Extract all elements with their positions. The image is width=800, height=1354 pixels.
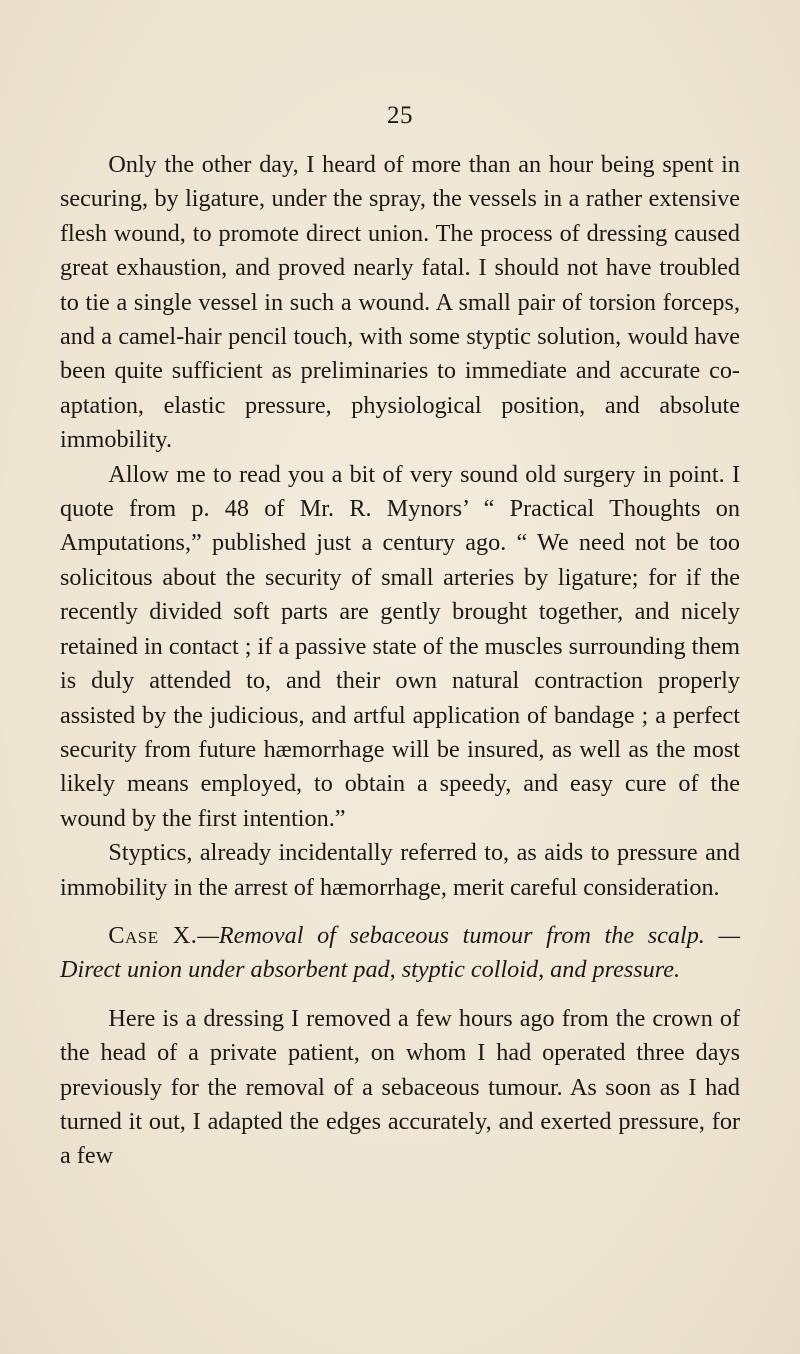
paragraph-case-description: Here is a dressing I removed a few hours ago from the crown of the head of a private patient, on whom I had operated three days previously for the removal of a sebaceous tumour. As soon as I had turned it out, I adapted the edges accurately, and exerted pressure, for a few: [60, 1004, 740, 1170]
paragraph-quotation: Allow me to read you a bit of very sound old surgery in point. I quote from p. 48 of Mr. R. Mynors’ “ Practical Thoughts on Amputations,” published just a century ago. “ We need not be too solicitous about the security of small arteries by ligature; for if the recently divided soft parts are gently brought together, and nicely retained in contact ; if a passive state of the muscles surrounding them is duly attended to, and their own natural contraction properly assisted by the judicious, and artful application of bandage ; a perfect security from future hæmorrhage will be insured, as well as the most likely means employed, to obtain a speedy, and easy cure of the wound by the first intention.”: [60, 460, 740, 832]
page-number: 25: [387, 102, 413, 129]
case-title: —Removal of sebaceous tumour from the scalp. —Direct union under absorbent pad, styptic colloid, and pressure.: [60, 921, 741, 984]
case-label: Case X.: [108, 921, 198, 949]
paragraph-intro: Only the other day, I heard of more than an hour being spent in securing, by ligature, under the spray, the vessels in a rather extensive flesh wound, to promote direct union. The process of dressing caused great exhaustion, and proved nearly fatal. I should not have troubled to tie a single vessel in such a wound. A small pair of torsion forceps, and a camel-hair pencil touch, with some styptic solution, would have been quite sufficient as preliminaries to immediate and accurate co-aptation, elastic pressure, physiological position, and absolute immobility.: [60, 151, 740, 454]
paragraph-styptics: Styptics, already incidentally referred to, as aids to pressure and immobility in the arrest of hæmorrhage, merit careful consideration.: [60, 839, 740, 901]
body-text: [60, 148, 740, 1174]
case-heading: [60, 919, 740, 988]
